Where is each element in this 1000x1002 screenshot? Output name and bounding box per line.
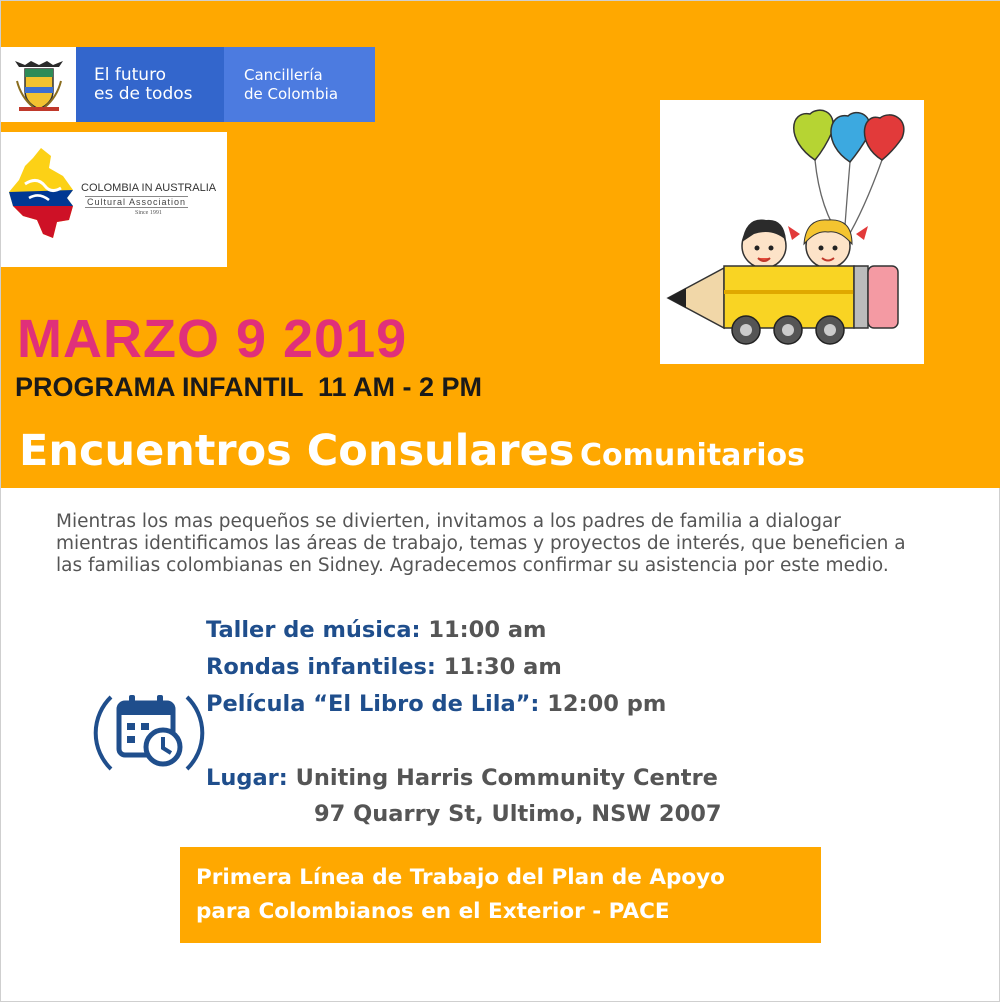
association-since: Since 1991 <box>135 210 162 216</box>
calendar-clock-icon <box>93 679 205 787</box>
schedule-time: 11:30 am <box>435 654 562 680</box>
pace-banner <box>180 847 821 943</box>
intro-paragraph: Mientras los mas pequeños se divierten, invitamos a los padres de familia a dialogar mientras identificamos las áreas de trabajo, temas y proyectos de interés, que beneficien a las familias colombianas en Sidney. Agradecemos confirmar su asistencia por este medio. <box>56 511 906 576</box>
slogan-line-1: El futuro <box>94 64 167 85</box>
government-banner <box>1 47 375 122</box>
association-subtitle: Cultural Association <box>87 197 187 207</box>
location-venue: Uniting Harris Community Centre <box>287 765 718 791</box>
headline-secondary: Comunitarios <box>579 438 805 473</box>
schedule-item <box>206 654 562 680</box>
headline-main: Encuentros Consulares <box>19 426 575 476</box>
schedule-label: Rondas infantiles: <box>206 654 436 680</box>
association-name: COLOMBIA IN AUSTRALIA <box>81 182 217 194</box>
association-logo <box>1 132 227 267</box>
location-line <box>206 765 718 791</box>
slogan-block <box>76 47 224 122</box>
colombia-map-flag-icon <box>3 146 83 246</box>
colombia-coat-of-arms-icon <box>1 47 76 122</box>
ministry-line-1: Cancillería <box>244 65 323 84</box>
location-label: Lugar: <box>206 765 288 791</box>
orange-header-panel <box>1 1 1000 488</box>
pace-line-2: para Colombianos en el Exterior - PACE <box>196 899 670 924</box>
location-address: 97 Quarry St, Ultimo, NSW 2007 <box>314 801 722 827</box>
event-headline <box>19 426 805 476</box>
schedule-time: 12:00 pm <box>539 691 667 717</box>
schedule-time: 11:00 am <box>420 617 547 643</box>
schedule-label: Taller de música: <box>206 617 421 643</box>
program-time: PROGRAMA INFANTIL 11 AM - 2 PM <box>15 372 483 402</box>
schedule-label: Película “El Libro de Lila”: <box>206 691 540 717</box>
slogan-line-2: es de todos <box>94 83 193 104</box>
ministry-block <box>224 47 375 122</box>
event-date: MARZO 9 2019 <box>17 309 408 369</box>
kids-pencil-car-balloons-illustration <box>660 100 924 364</box>
pace-line-1: Primera Línea de Trabajo del Plan de Apoyo <box>196 865 725 890</box>
schedule-item <box>206 691 666 717</box>
ministry-line-2: de Colombia <box>244 84 339 103</box>
schedule-item <box>206 617 546 643</box>
